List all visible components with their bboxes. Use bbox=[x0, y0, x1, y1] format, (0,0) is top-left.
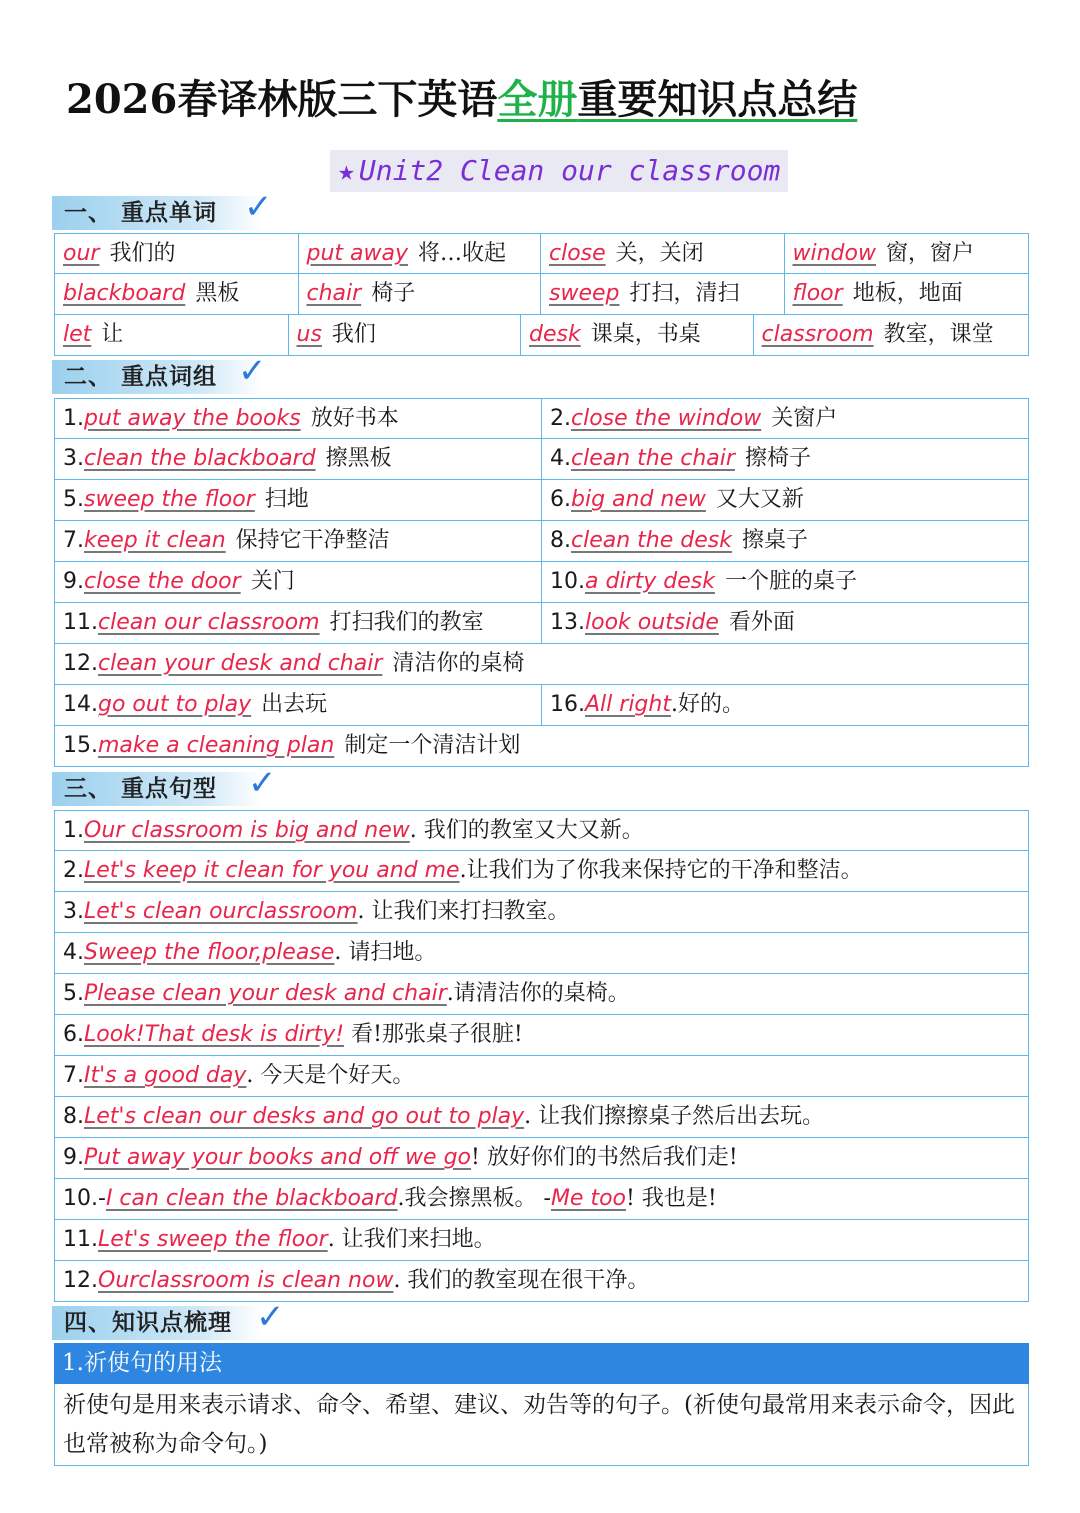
table-cell bbox=[55, 1015, 1028, 1055]
table-cell bbox=[541, 685, 1028, 725]
section-heading-words bbox=[52, 187, 274, 230]
section-heading-sentences bbox=[52, 763, 278, 806]
chinese-text: 关窗户 bbox=[771, 406, 838, 431]
phrases-table bbox=[54, 398, 1029, 767]
chinese-text: 让 bbox=[101, 322, 124, 347]
table-cell bbox=[55, 1261, 1028, 1301]
english-text: clean the desk bbox=[571, 528, 732, 553]
chinese-text: 椅子 bbox=[371, 281, 416, 306]
chinese-text: . 今天是个好天。 bbox=[246, 1063, 415, 1088]
english-text: go out to play bbox=[98, 692, 252, 717]
chinese-text: 擦椅子 bbox=[744, 446, 811, 471]
english-text: Our classroom is big and new bbox=[84, 818, 410, 843]
english-text: blackboard bbox=[63, 281, 186, 306]
table-cell bbox=[55, 1097, 1028, 1137]
table-cell bbox=[288, 315, 521, 355]
check-icon: ✓ bbox=[248, 763, 278, 803]
table-cell bbox=[55, 644, 1028, 684]
english-text: close the window bbox=[571, 406, 762, 431]
table-cell bbox=[784, 234, 1029, 273]
english-text: put away bbox=[306, 241, 409, 266]
table-cell bbox=[520, 315, 753, 355]
table-cell bbox=[784, 274, 1029, 314]
table-cell bbox=[298, 234, 541, 273]
item-number: 2. bbox=[550, 406, 571, 431]
table-row bbox=[54, 892, 1029, 933]
table-cell bbox=[55, 1138, 1028, 1178]
item-number: 11. bbox=[63, 610, 98, 635]
english-text: close the door bbox=[84, 569, 241, 594]
english-text: Let's sweep the floor bbox=[98, 1227, 328, 1252]
chinese-text: 看外面 bbox=[728, 610, 795, 635]
table-cell bbox=[55, 685, 541, 725]
english-text: big and new bbox=[571, 487, 706, 512]
section-heading-text: 三、 重点句型 bbox=[64, 775, 218, 802]
item-number: 14. bbox=[63, 692, 98, 717]
chinese-text: 教室，课堂 bbox=[883, 322, 994, 347]
english-text: a dirty desk bbox=[585, 569, 715, 594]
chinese-text: ! 放好你们的书然后我们走! bbox=[471, 1145, 738, 1170]
chinese-text: 打扫，清扫 bbox=[629, 281, 740, 306]
table-cell bbox=[55, 480, 541, 520]
chinese-text: 黑板 bbox=[195, 281, 240, 306]
chinese-text: 打扫我们的教室 bbox=[329, 610, 484, 635]
page-title bbox=[66, 72, 1026, 128]
table-cell bbox=[541, 521, 1028, 561]
item-number: 5. bbox=[63, 487, 84, 512]
table-cell bbox=[55, 1220, 1028, 1260]
section-heading-phrases bbox=[52, 351, 268, 394]
english-text: sweep bbox=[549, 281, 620, 306]
section-heading-text: 一、 重点单词 bbox=[64, 199, 218, 226]
english-text: look outside bbox=[585, 610, 719, 635]
table-row bbox=[54, 233, 1029, 274]
table-row bbox=[54, 1056, 1029, 1097]
unit-banner bbox=[330, 150, 788, 192]
section-heading-knowledge bbox=[52, 1297, 286, 1340]
english-text: Look!That desk is dirty! bbox=[84, 1022, 345, 1047]
chinese-text: 擦桌子 bbox=[741, 528, 808, 553]
table-cell bbox=[541, 439, 1028, 479]
english-text: Please clean your desk and chair bbox=[84, 981, 447, 1006]
item-number: 9. bbox=[63, 569, 84, 594]
chinese-text: .让我们为了你我来保持它的干净和整洁。 bbox=[459, 858, 863, 883]
chinese-text: .好的。 bbox=[670, 692, 744, 717]
words-table bbox=[54, 233, 1029, 356]
chinese-text: 清洁你的桌椅 bbox=[392, 651, 525, 676]
check-icon: ✓ bbox=[244, 187, 274, 227]
chinese-text: ! 我也是! bbox=[626, 1186, 717, 1211]
table-row bbox=[54, 603, 1029, 644]
english-text: clean the blackboard bbox=[84, 446, 316, 471]
item-number: 3. bbox=[63, 899, 84, 924]
english-text: Let's clean our desks and go out to play bbox=[84, 1104, 525, 1129]
section-heading-text: 四、知识点梳理 bbox=[64, 1309, 232, 1336]
table-cell bbox=[541, 603, 1028, 643]
table-cell bbox=[55, 603, 541, 643]
english-text: clean the chair bbox=[571, 446, 735, 471]
english-text: let bbox=[63, 322, 92, 347]
table-row bbox=[54, 644, 1029, 685]
chinese-text: . 让我们来扫地。 bbox=[327, 1227, 496, 1252]
table-cell bbox=[55, 274, 298, 314]
chinese-text: . 请扫地。 bbox=[334, 940, 437, 965]
table-row bbox=[54, 810, 1029, 851]
table-cell bbox=[541, 399, 1028, 438]
english-text: Put away your books and off we go bbox=[84, 1145, 471, 1170]
table-row bbox=[54, 521, 1029, 562]
item-number: 9. bbox=[63, 1145, 84, 1170]
chinese-text: . 让我们擦擦桌子然后出去玩。 bbox=[524, 1104, 825, 1129]
english-text: sweep the floor bbox=[84, 487, 255, 512]
unit-label: Unit2 Clean our classroom bbox=[358, 154, 781, 187]
table-cell bbox=[540, 274, 784, 314]
table-row bbox=[54, 851, 1029, 892]
item-number: 6. bbox=[550, 487, 571, 512]
table-row bbox=[54, 480, 1029, 521]
item-number: 7. bbox=[63, 528, 84, 553]
section-heading-text: 二、 重点词组 bbox=[64, 363, 218, 390]
table-row bbox=[54, 974, 1029, 1015]
table-cell bbox=[55, 892, 1028, 932]
item-number: 12. bbox=[63, 651, 98, 676]
chinese-text: . 我们的教室现在很干净。 bbox=[393, 1268, 650, 1293]
table-cell bbox=[55, 439, 541, 479]
chinese-text: 将…收起 bbox=[418, 241, 507, 266]
table-row bbox=[54, 1138, 1029, 1179]
english-text: All right bbox=[585, 692, 671, 717]
item-number: 4. bbox=[550, 446, 571, 471]
table-cell bbox=[541, 562, 1028, 602]
title-main: 2026春译林版三下英语 bbox=[66, 76, 498, 123]
table-cell bbox=[55, 234, 298, 273]
chinese-text: 课桌，书桌 bbox=[590, 322, 701, 347]
table-cell bbox=[55, 1056, 1028, 1096]
sentences-table bbox=[54, 810, 1029, 1302]
item-number: 13. bbox=[550, 610, 585, 635]
chinese-text: . 让我们来打扫教室。 bbox=[357, 899, 570, 924]
english-text: put away the books bbox=[84, 406, 301, 431]
english-text: clean your desk and chair bbox=[98, 651, 383, 676]
english-text: make a cleaning plan bbox=[98, 733, 335, 758]
table-cell bbox=[55, 1179, 1028, 1219]
table-row bbox=[54, 1261, 1029, 1302]
star-icon: ★ bbox=[338, 154, 355, 187]
chinese-text: 我们的 bbox=[109, 241, 176, 266]
english-text: Sweep the floor,please bbox=[84, 940, 335, 965]
table-row bbox=[54, 933, 1029, 974]
chinese-text: 保持它干净整洁 bbox=[235, 528, 390, 553]
english-text: keep it clean bbox=[84, 528, 226, 553]
table-row bbox=[54, 1179, 1029, 1220]
chinese-text: 关，关闭 bbox=[615, 241, 704, 266]
chinese-text: 又大又新 bbox=[715, 487, 804, 512]
table-row bbox=[54, 726, 1029, 767]
chinese-text: 我们 bbox=[331, 322, 376, 347]
table-cell bbox=[753, 315, 1028, 355]
title-tail: 重要知识点总结 bbox=[577, 76, 858, 123]
english-text: Let's keep it clean for you and me bbox=[84, 858, 460, 883]
chinese-text: .请清洁你的桌椅。 bbox=[446, 981, 630, 1006]
chinese-text: 地板，地面 bbox=[852, 281, 963, 306]
chinese-text: 看!那张桌子很脏! bbox=[344, 1022, 523, 1047]
english-text: floor bbox=[792, 281, 843, 306]
table-cell bbox=[541, 480, 1028, 520]
table-row bbox=[54, 1220, 1029, 1261]
table-row bbox=[54, 685, 1029, 726]
title-highlight: 全册 bbox=[497, 76, 578, 123]
table-cell bbox=[55, 974, 1028, 1014]
chinese-text: . 我们的教室又大又新。 bbox=[409, 818, 644, 843]
english-text: classroom bbox=[761, 322, 874, 347]
table-cell bbox=[540, 234, 784, 273]
english-text: our bbox=[63, 241, 100, 266]
item-number: 1. bbox=[63, 406, 84, 431]
chinese-text: 窗，窗户 bbox=[885, 241, 974, 266]
english-text: us bbox=[296, 322, 322, 347]
table-cell bbox=[55, 315, 288, 355]
english-text: desk bbox=[529, 322, 581, 347]
english-text: Me too bbox=[550, 1186, 626, 1211]
table-row bbox=[54, 1015, 1029, 1056]
chinese-text: 擦黑板 bbox=[325, 446, 392, 471]
item-number: 16. bbox=[550, 692, 585, 717]
table-row bbox=[54, 274, 1029, 315]
table-cell bbox=[55, 811, 1028, 850]
check-icon: ✓ bbox=[238, 351, 268, 391]
item-number: 8. bbox=[63, 1104, 84, 1129]
item-number: 10.- bbox=[63, 1186, 106, 1211]
item-number: 15. bbox=[63, 733, 98, 758]
item-number: 1. bbox=[63, 818, 84, 843]
item-number: 12. bbox=[63, 1268, 98, 1293]
knowledge-heading: 1.祈使句的用法 bbox=[54, 1343, 1029, 1384]
table-row bbox=[54, 315, 1029, 356]
table-cell bbox=[55, 562, 541, 602]
item-number: 5. bbox=[63, 981, 84, 1006]
knowledge-text: 祈使句是用来表示请求、命令、希望、建议、劝告等的句子。(祈使句最常用来表示命令，因此也常被称为命令句。) bbox=[54, 1384, 1029, 1466]
item-number: 3. bbox=[63, 446, 84, 471]
item-number: 11. bbox=[63, 1227, 98, 1252]
table-cell bbox=[55, 851, 1028, 891]
item-number: 7. bbox=[63, 1063, 84, 1088]
table-row bbox=[54, 562, 1029, 603]
item-number: 8. bbox=[550, 528, 571, 553]
english-text: It's a good day bbox=[84, 1063, 247, 1088]
item-number: 2. bbox=[63, 858, 84, 883]
english-text: window bbox=[792, 241, 876, 266]
chinese-text: 扫地 bbox=[264, 487, 309, 512]
table-cell bbox=[55, 399, 541, 438]
chinese-text: 制定一个清洁计划 bbox=[344, 733, 521, 758]
chinese-text: 关门 bbox=[250, 569, 295, 594]
item-number: 10. bbox=[550, 569, 585, 594]
item-number: 6. bbox=[63, 1022, 84, 1047]
english-text: Let's clean ourclassroom bbox=[84, 899, 358, 924]
table-cell bbox=[55, 726, 1028, 766]
chinese-text: 放好书本 bbox=[310, 406, 399, 431]
table-cell bbox=[298, 274, 541, 314]
item-number: 4. bbox=[63, 940, 84, 965]
english-text: close bbox=[549, 241, 606, 266]
table-cell bbox=[55, 933, 1028, 973]
check-icon: ✓ bbox=[256, 1297, 286, 1337]
table-cell bbox=[55, 521, 541, 561]
chinese-text: .我会擦黑板。 - bbox=[397, 1186, 551, 1211]
table-row bbox=[54, 398, 1029, 439]
table-row bbox=[54, 439, 1029, 480]
table-row bbox=[54, 1097, 1029, 1138]
english-text: chair bbox=[306, 281, 362, 306]
english-text: Ourclassroom is clean now bbox=[98, 1268, 394, 1293]
english-text: clean our classroom bbox=[98, 610, 320, 635]
chinese-text: 一个脏的桌子 bbox=[724, 569, 857, 594]
english-text: I can clean the blackboard bbox=[105, 1186, 398, 1211]
chinese-text: 出去玩 bbox=[261, 692, 328, 717]
